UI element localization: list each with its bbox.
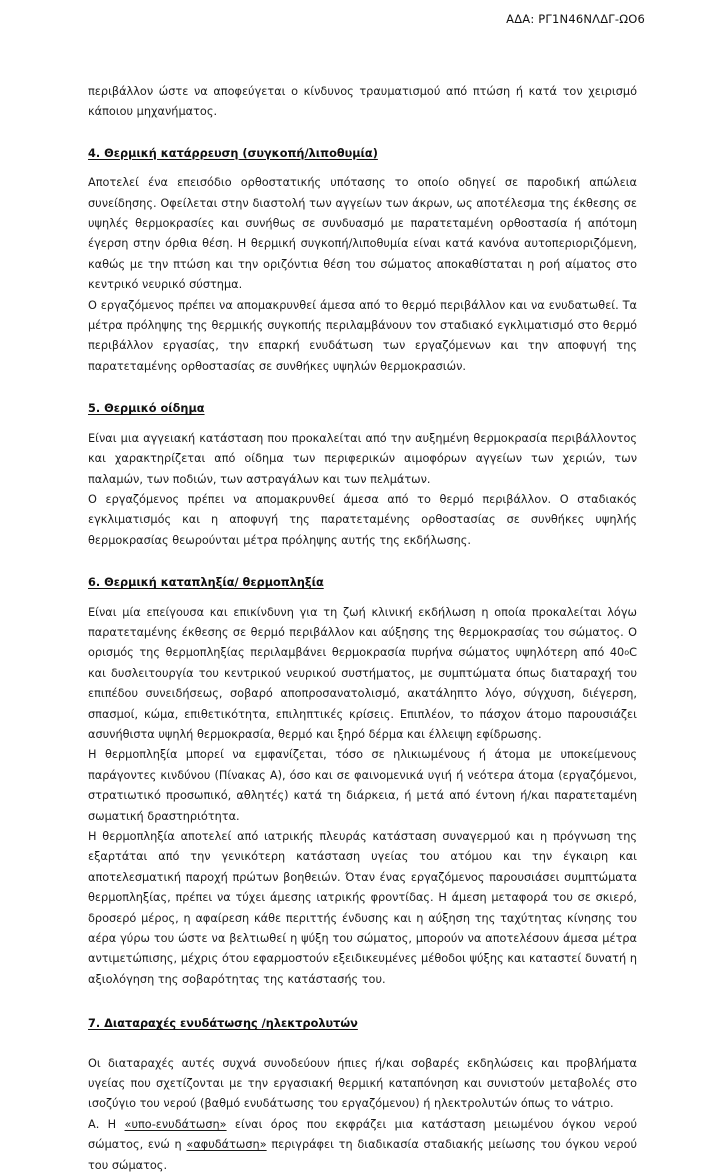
- temperature-unit: C: [629, 646, 637, 660]
- final-paragraph-prefix: Α. Η: [88, 1117, 125, 1131]
- intro-paragraph: περιβάλλον ώστε να αποφεύγεται ο κίνδυνος τραυματισμού από πτώση ή κατά τον χειρισμό κάποιου μηχανήματος.: [88, 85, 637, 119]
- section-7-final-paragraph: [88, 1115, 637, 1176]
- section-heading-4: 4. Θερμική κατάρρευση (συγκοπή/λιποθυμία): [88, 146, 378, 160]
- spacer: [88, 420, 637, 429]
- section-heading-6: 6. Θερμική καταπληξία/ θερμοπληξία: [88, 576, 324, 590]
- section-7-heading-row: [88, 1012, 637, 1034]
- term-afydatosi: «αφυδάτωση»: [186, 1138, 267, 1152]
- spacer: [88, 594, 637, 603]
- section-4-paragraph-1: Αποτελεί ένα επεισόδιο ορθοστατικής υπότασης το οποίο οδηγεί σε παροδική απώλεια συνείδησης. Οφείλεται στην διαστολή των αγγείων των άκρων, ως αποτέλεσμα της έκθεσης σε υψηλές θερμοκρασίες και συνήθως σε συνδυασμό με παρατεταμένη ορθοστασία ή απότομη έγερση στην όρθια θέση. Η θερμική συγκοπή/λιποθυμία είναι κατά κανόνα αυτοπεριοριζόμενη, καθώς με την πτώση και την οριζόντια θέση του σώματος αποκαθίσταται η ροή αίματος στο κεντρικό νευρικό σύστημα.: [88, 176, 637, 292]
- document-body: [88, 82, 637, 1176]
- spacer: [88, 377, 637, 397]
- degree-symbol: ο: [624, 648, 630, 658]
- term-ypo-enydatosi: «υπο-ενυδάτωση»: [124, 1117, 227, 1131]
- spacer: [88, 164, 637, 173]
- section-6-paragraph-3: Η θερμοπληξία αποτελεί από ιατρικής πλευράς κατάσταση συναγερμού και η πρόγνωση της εξαρτάται από την γενικότερη κατάσταση υγείας του ατόμου και την έγκαιρη και αποτελεσματική παροχή πρώτων βοηθειών. Όταν ένας εργαζόμενος παρουσιάσει συμπτώματα θερμοπληξίας, πρέπει να τύχει άμεσης ιατρικής φροντίδας. Η άμεση μεταφορά του σε σκιερό, δροσερό μέρος, η αφαίρεση κάθε περιττής ένδυσης και η αύξηση της ταχύτητας κίνησης του αέρα γύρω του ώστε να βελτιωθεί η ψύξη του σώματος, μπορούν να αποτελέσουν άμεσα μέτρα αντιμετώπισης, μέχρις ότου εφαρμοστούν εξειδικευμένες μέθοδοι ψύξης και καταστεί δυνατή η αξιολόγηση της σοβαρότητας της κατάστασής του.: [88, 830, 637, 986]
- section-5-heading-row: [88, 397, 637, 419]
- section-6-paragraph-1-tail: θερμοκρασία, θερμό και ξηρό δέρμα και έλλειψη εφίδρωσης.: [196, 727, 542, 741]
- section-6-paragraph-1-text-after-temp: και δυσλειτουργία του κεντρικού νευρικού συστήματος, με συμπτώματα όπως διαταραχή του επιπέδου συνειδήσεως, σοβαρό αποπροσανατολισμό, ακατάληπτο λόγο, σύγχυση, διέγερση, σπασμοί, κώμα, επιθετικότητα, επιληπτικές κρίσεις. Επιπλέον, το πάσχον άτομο παρουσιάζει ασυνήθιστα υψηλή: [88, 666, 637, 741]
- section-4-heading-row: [88, 142, 637, 164]
- final-paragraph-middle: είναι όρος που εκφράζει μια κατάσταση μειωμένου όγκου νερού σώματος, ενώ η: [88, 1117, 637, 1152]
- final-paragraph-suffix: περιγράφει τη διαδικασία σταδιακής μείωσης του όγκου νερού του σώματος.: [88, 1138, 638, 1172]
- section-heading-5: 5. Θερμικό οίδημα: [88, 402, 205, 416]
- section-5-paragraph-1: Είναι μια αγγειακή κατάσταση που προκαλείται από την αυξημένη θερμοκρασία περιβάλλοντος και χαρακτηρίζεται από οίδημα των περιφερικών αιμοφόρων αγγείων των χεριών, των παλαμών, των ποδιών, των αστραγάλων και των πελμάτων.: [88, 431, 637, 486]
- section-6-paragraph-1-text-before-temp: Είναι μία επείγουσα και επικίνδυνη για τη ζωή κλινική εκδήλωση η οποία προκαλείται λόγω παρατεταμένης έκθεσης σε θερμό περιβάλλον και αύξησης της θερμοκρασίας του σώματος. Ο ορισμός της θερμοπληξίας περιλαμβάνει θερμοκρασία πυρήνα σώματος υψηλότερη από 40: [88, 605, 637, 660]
- spacer: [88, 990, 637, 1012]
- spacer: [88, 551, 637, 571]
- section-6-paragraph-2: Η θερμοπληξία μπορεί να εμφανίζεται, τόσο σε ηλικιωμένους ή άτομα με υποκείμενους παράγοντες κινδύνου (Πίνακας Α), όσο και σε φαινομενικά υγιή ή νεότερα άτομα (εργαζόμενοι, στρατιωτικό προσωπικό, αθλητές) κατά τη διάρκεια, ή μετά από έντονη ή/και παρατεταμένη σωματική δραστηριότητα.: [88, 748, 637, 823]
- section-7-paragraph-1: Οι διαταραχές αυτές συχνά συνοδεύουν ήπιες ή/και σοβαρές εκδηλώσεις και προβλήματα υγείας που σχετίζονται με την εργασιακή θερμική καταπόνηση και συνιστούν μεταβολές στο ισοζύγιο του νερού (βαθμό ενυδάτωσης του εργαζόμενου) ή ηλεκτρολυτών όπως το νάτριο.: [88, 1056, 637, 1111]
- section-6-heading-row: [88, 571, 637, 593]
- section-6-paragraph-1: [88, 603, 637, 746]
- section-4-paragraph-2: Ο εργαζόμενος πρέπει να απομακρυνθεί άμεσα από το θερμό περιβάλλον και να ενυδατωθεί. Τα μέτρα πρόληψης της θερμικής συγκοπής περιλαμβάνουν τον σταδιακό εγκλιματισμό στο θερμό περιβάλλον εργασίας, την επαρκή ενυδάτωση των εργαζόμενων και την αποφυγή της παρατεταμένης ορθοστασίας σε συνθήκες υψηλών θερμοκρασιών.: [88, 298, 637, 373]
- spacer: [88, 1035, 637, 1054]
- ada-header: ΑΔΑ: ΡΓ1Ν46ΝΛΔΓ-ΩΟ6: [506, 12, 645, 26]
- section-5-paragraph-2: Ο εργαζόμενος πρέπει να απομακρυνθεί άμεσα από το θερμό περιβάλλον. Ο σταδιακός εγκλιματισμός και η αποφυγή της παρατεταμένης ορθοστασίας σε συνθήκες υψηλής θερμοκρασίας θεωρούνται μέτρα πρόληψης αυτής της εκδήλωσης.: [88, 492, 637, 547]
- section-heading-7: 7. Διαταραχές ενυδάτωσης /ηλεκτρολυτών: [88, 1017, 358, 1031]
- spacer: [88, 123, 637, 142]
